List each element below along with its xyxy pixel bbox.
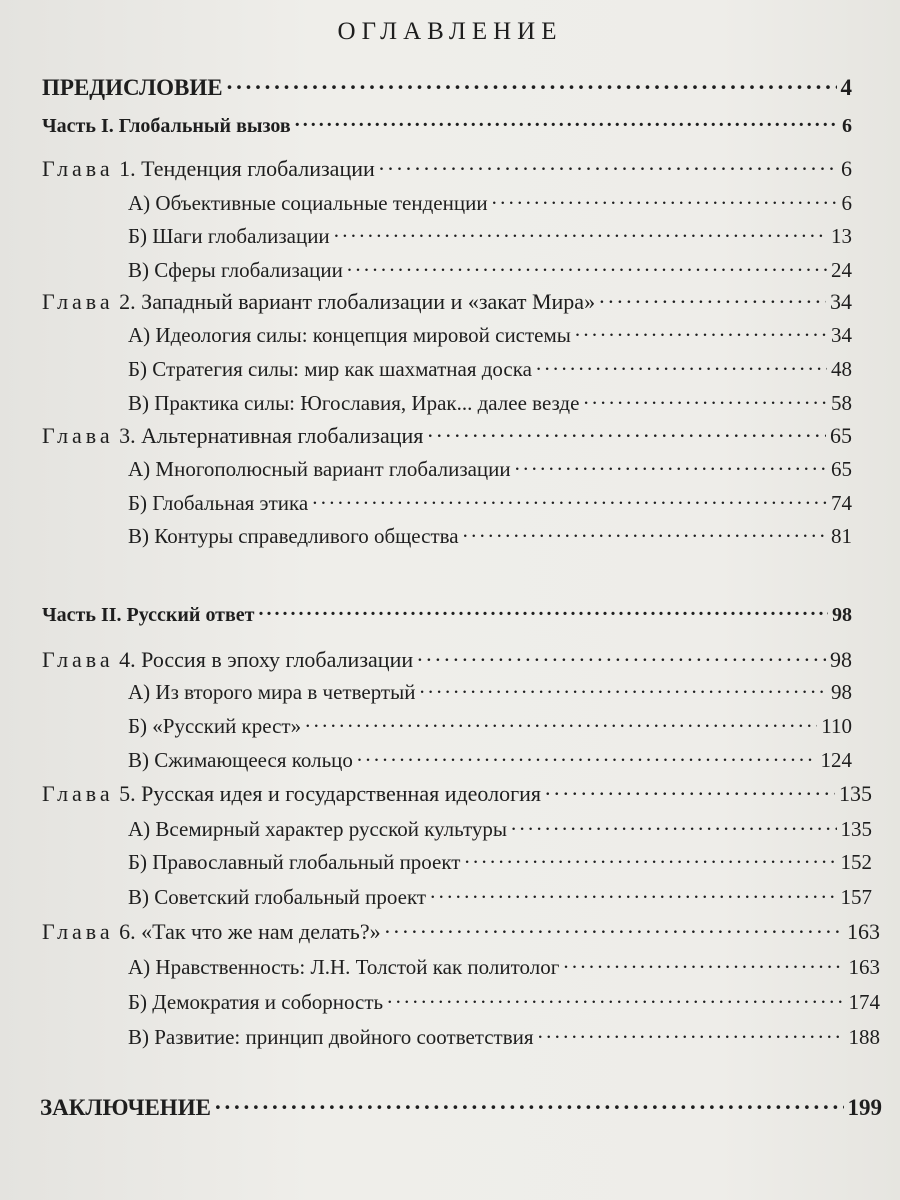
toc-entry-section: А) Нравственность: Л.Н. Толстой как политолог . . . 163 <box>128 953 880 980</box>
toc-entry-section: Б) Шаги глобализации . . . 13 <box>128 222 852 249</box>
toc-entry-section: А) Из второго мира в четвертый . . . 98 <box>128 678 852 705</box>
dot-leader <box>379 154 837 176</box>
entry-page: 6 <box>841 156 852 181</box>
entry-label: ЗАКЛЮЧЕНИЕ <box>40 1095 211 1120</box>
toc-entry-preface <box>42 72 852 101</box>
dot-leader <box>538 1023 845 1044</box>
toc-entry-section: Б) Глобальная этика . . . 74 <box>128 489 852 516</box>
entry-page: 135 <box>839 781 872 806</box>
dot-leader <box>357 746 817 767</box>
entry-label: Глава 5. Русская идея и государственная идеология <box>42 781 542 806</box>
toc-entry-section: Б) «Русский крест» . . . 110 <box>128 712 852 739</box>
dot-leader <box>295 112 838 132</box>
dot-leader <box>545 779 835 801</box>
toc-entry-section: А) Всемирный характер русской культуры . . . 135 <box>128 815 872 842</box>
dot-leader <box>227 72 837 95</box>
dot-leader <box>575 321 827 342</box>
toc-entry-chapter-1 <box>42 154 852 182</box>
dot-leader <box>599 287 826 309</box>
dot-leader <box>385 917 843 939</box>
entry-label: Глава 4. Россия в эпоху глобализации <box>42 647 414 672</box>
dot-leader <box>387 988 844 1009</box>
toc-entry-section: Б) Стратегия силы: мир как шахматная доска . . . 48 <box>128 355 852 382</box>
toc-entry-section: А) Многополюсный вариант глобализации . . . 65 <box>128 455 852 482</box>
toc-entry-conclusion <box>40 1092 882 1121</box>
toc-entry-chapter-5 <box>42 779 872 807</box>
toc-entry-section: В) Сферы глобализации . . . 24 <box>128 256 852 283</box>
entry-page: 98 <box>830 647 852 672</box>
chapter-word: Глава <box>42 156 114 181</box>
toc-entry-section: В) Развитие: принцип двойного соответствия . . . 188 <box>128 1023 880 1050</box>
entry-label: Глава 3. Альтернативная глобализация <box>42 423 424 448</box>
entry-label: ПРЕДИСЛОВИЕ <box>42 75 223 100</box>
dot-leader <box>334 222 827 243</box>
dot-leader <box>515 455 827 476</box>
dot-leader <box>463 522 827 543</box>
entry-label: Часть II. Русский ответ <box>42 604 255 626</box>
dot-leader <box>347 256 827 277</box>
entry-page: 4 <box>840 75 852 100</box>
dot-leader <box>464 848 836 869</box>
entry-page: 199 <box>847 1095 882 1120</box>
dot-leader <box>259 601 828 621</box>
dot-leader <box>583 389 827 410</box>
dot-leader <box>427 421 826 443</box>
dot-leader <box>305 712 817 733</box>
dot-leader <box>536 355 827 376</box>
dot-leader <box>492 189 838 210</box>
toc-entry-part-2 <box>42 601 852 627</box>
dot-leader <box>312 489 827 510</box>
dot-leader <box>563 953 844 974</box>
entry-page: 163 <box>847 919 880 944</box>
chapter-word: Глава <box>42 781 114 806</box>
dot-leader <box>417 645 826 667</box>
toc-entry-section: В) Советский глобальный проект . . . 157 <box>128 883 872 910</box>
toc-entry-chapter-4 <box>42 645 852 673</box>
toc-entry-chapter-2 <box>42 287 852 315</box>
dot-leader <box>430 883 836 904</box>
chapter-word: Глава <box>42 423 114 448</box>
chapter-word: Глава <box>42 289 114 314</box>
entry-label: Часть I. Глобальный вызов <box>42 115 291 137</box>
entry-page: 34 <box>830 289 852 314</box>
toc-entry-chapter-3 <box>42 421 852 449</box>
chapter-word: Глава <box>42 647 114 672</box>
toc-entry-section: Б) Православный глобальный проект . . . 152 <box>128 848 872 875</box>
dot-leader <box>215 1092 844 1115</box>
entry-page: 65 <box>830 423 852 448</box>
entry-page: 6 <box>842 115 852 137</box>
toc-entry-section: А) Идеология силы: концепция мировой системы . . . 34 <box>128 321 852 348</box>
toc-entry-section: В) Практика силы: Югославия, Ирак... далее везде . . . 58 <box>128 389 852 416</box>
toc-entry-section: В) Сжимающееся кольцо . . . 124 <box>128 746 852 773</box>
dot-leader <box>419 678 827 699</box>
dot-leader <box>511 815 837 836</box>
entry-page: 98 <box>832 604 852 626</box>
entry-label: Глава 1. Тенденция глобализации <box>42 156 375 181</box>
chapter-word: Глава <box>42 919 114 944</box>
entry-label: Глава 2. Западный вариант глобализации и «закат Мира» <box>42 289 596 314</box>
toc-title: ОГЛАВЛЕНИЕ <box>337 18 563 45</box>
toc-entry-section: Б) Демократия и соборность . . . 174 <box>128 988 880 1015</box>
entry-label: Глава 6. «Так что же нам делать?» <box>42 919 381 944</box>
toc-entry-chapter-6 <box>42 917 880 945</box>
toc-entry-part-1 <box>42 112 852 138</box>
toc-entry-section: А) Объективные социальные тенденции . . . 6 <box>128 189 852 216</box>
toc-entry-section: В) Контуры справедливого общества . . . 81 <box>128 522 852 549</box>
